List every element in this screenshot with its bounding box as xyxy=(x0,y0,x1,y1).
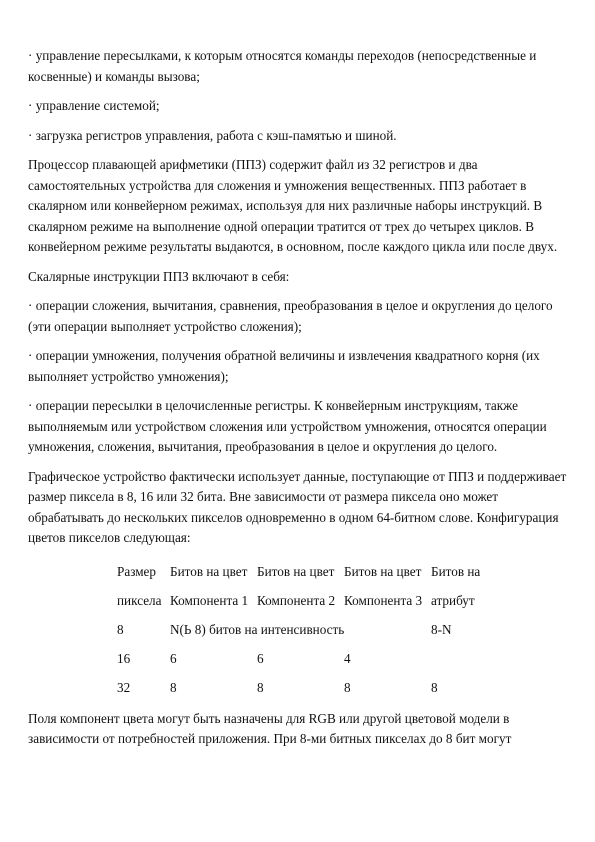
table-cell: N(Ь 8) битов на интенсивность xyxy=(170,621,345,637)
table-cell: Битов на цвет xyxy=(170,563,248,579)
document-page xyxy=(28,46,568,759)
table-cell xyxy=(431,645,491,674)
table-cell: Битов на xyxy=(431,563,481,579)
bullet-item: · управление системой; xyxy=(28,96,568,117)
table-header-row xyxy=(117,587,491,616)
table-cell: Компонента 2 xyxy=(257,592,336,608)
table-cell: Компонента 1 xyxy=(170,592,249,608)
paragraph: Поля компонент цвета могут быть назначены для RGB или другой цветовой модели в зависимости от потребностей приложения. При 8-ми битных пикселах до 8 бит могут xyxy=(28,710,512,746)
table-header-row xyxy=(117,558,491,587)
paragraph: Процессор плавающей арифметики (ППЗ) содержит файл из 32 регистров и два самостоятельных устройства для сложения и умножения вещественных. ППЗ работает в скалярном или конвейерном режимах, используя для них различные наборы инструкций. В скалярном режиме на выполнение одной операции тратится от трех до четырех циклов. В конвейерном режиме результаты выдаются, в основном, после каждого цикла или после двух. xyxy=(28,157,558,254)
table-cell: 32 xyxy=(117,679,131,695)
table-cell: 8 xyxy=(257,679,264,695)
table-cell: 8 xyxy=(344,679,351,695)
table-cell: Компонента 3 xyxy=(344,592,423,608)
bullet-item: · операции сложения, вычитания, сравнения, преобразования в целое и округления до целого (эти операции выполняет устройство сложения); xyxy=(28,296,568,337)
bullet-item: · загрузка регистров управления, работа с кэш-памятью и шиной. xyxy=(28,126,568,147)
table-cell: 6 xyxy=(257,650,264,666)
table-cell: пиксела xyxy=(117,592,162,608)
table-cell: 8 xyxy=(170,679,177,695)
table-row xyxy=(117,645,491,674)
table-cell: 8-N xyxy=(431,621,452,637)
table-cell: атрибут xyxy=(431,592,475,608)
bullet-item: · операции пересылки в целочисленные регистры. К конвейерным инструкциям, также выполняемым или устройством сложения или устройством умножения, относятся операции умножения, сложения, вычитания, преобразования в целое и округления до целого. xyxy=(28,396,568,458)
bullet-item: · операции умножения, получения обратной величины и извлечения квадратного корня (их выполняет устройство умножения); xyxy=(28,346,568,387)
table-cell: 8 xyxy=(431,679,438,695)
table-cell: 4 xyxy=(344,650,351,666)
table-row xyxy=(117,674,491,703)
bullet-item: · управление пересылками, к которым относятся команды переходов (непосредственные и косвенные) и команды вызова; xyxy=(28,46,568,87)
table-cell: Битов на цвет xyxy=(257,563,335,579)
table-cell: Битов на цвет xyxy=(344,563,422,579)
paragraph: Графическое устройство фактически использует данные, поступающие от ППЗ и поддерживает размер пиксела в 8, 16 или 32 бита. Вне зависимости от размера пиксела оно может обрабатывать до нескольких пикселов одновременно в одном 64-битном слове. Конфигурация цветов пикселов следующая: xyxy=(28,468,567,545)
paragraph: Скалярные инструкции ППЗ включают в себя: xyxy=(28,268,290,284)
table-row xyxy=(117,616,491,645)
table-cell: Размер xyxy=(117,563,157,579)
table-cell: 8 xyxy=(117,621,124,637)
pixel-color-config-table xyxy=(117,558,491,703)
table-cell: 16 xyxy=(117,650,131,666)
table-cell: 6 xyxy=(170,650,177,666)
